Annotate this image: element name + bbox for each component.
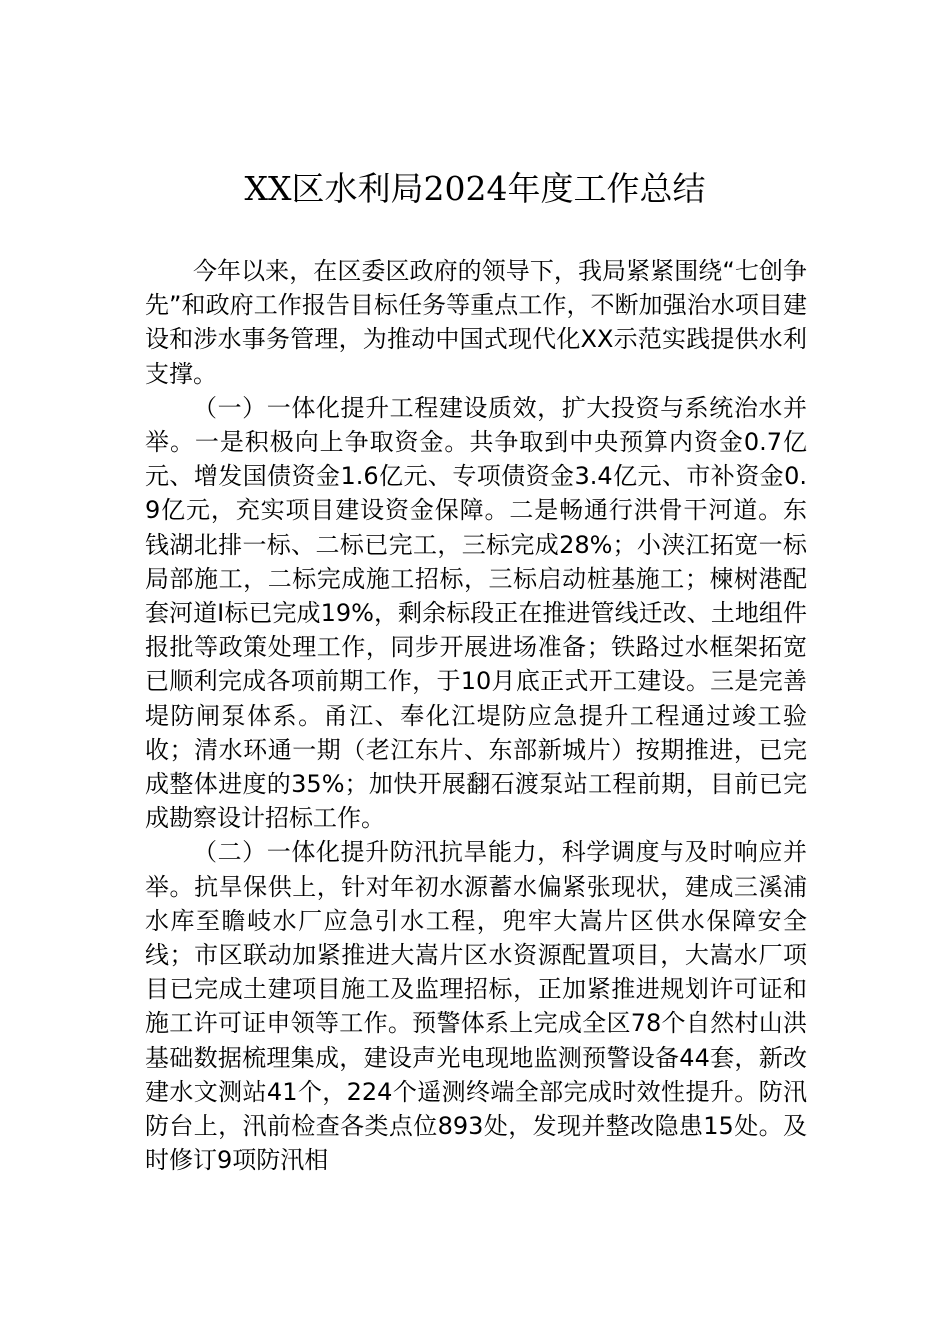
paragraph-section-2: （二）一体化提升防汛抗旱能力，科学调度与及时响应并举。抗旱保供上，针对年初水源蓄水偏紧张现状，建成三溪浦水库至瞻岐水厂应急引水工程，兜牢大嵩片区供水保障安全线；市区联动加紧推进大嵩片区水资源配置项目，大嵩水厂项目已完成土建项目施工及监理招标，正加紧推进规划许可证和施工许可证申领等工作。预警体系上完成全区78个自然村山洪基础数据梳理集成，建设声光电现地监测预警设备44套，新改建水文测站41个，224个遥测终端全部完成时效性提升。防汛防台上，汛前检查各类点位893处，发现并整改隐患15处。及时修订9项防汛相	[145, 838, 807, 1175]
paragraph-intro: 今年以来，在区委区政府的领导下，我局紧紧围绕“七创争先”和政府工作报告目标任务等重点工作，不断加强治水项目建设和涉水事务管理，为推动中国式现代化XX示范实践提供水利支撑。	[145, 257, 807, 388]
paragraph-section-1: （一）一体化提升工程建设质效，扩大投资与系统治水并举。一是积极向上争取资金。共争取到中央预算内资金0.7亿元、增发国债资金1.6亿元、专项债资金3.4亿元、市补资金0.9亿元，充实项目建设资金保障。二是畅通行洪骨干河道。东钱湖北排一标、二标已完工，三标完成28%；小浃江拓宽一标局部施工，二标完成施工招标，三标启动桩基施工；楝树港配套河道Ⅰ标已完成19%，剩余标段正在推进管线迁改、土地组件报批等政策处理工作，同步开展进场准备；铁路过水框架拓宽已顺利完成各项前期工作，于10月底正式开工建设。三是完善堤防闸泵体系。甬江、奉化江堤防应急提升工程通过竣工验收；清水环通一期（老江东片、东部新城片）按期推进，已完成整体进度的35%；加快开展翻石渡泵站工程前期，目前已完成勘察设计招标工作。	[145, 393, 807, 833]
document-title: XX区水利局2024年度工作总结	[244, 169, 706, 208]
document-body	[145, 254, 807, 1177]
